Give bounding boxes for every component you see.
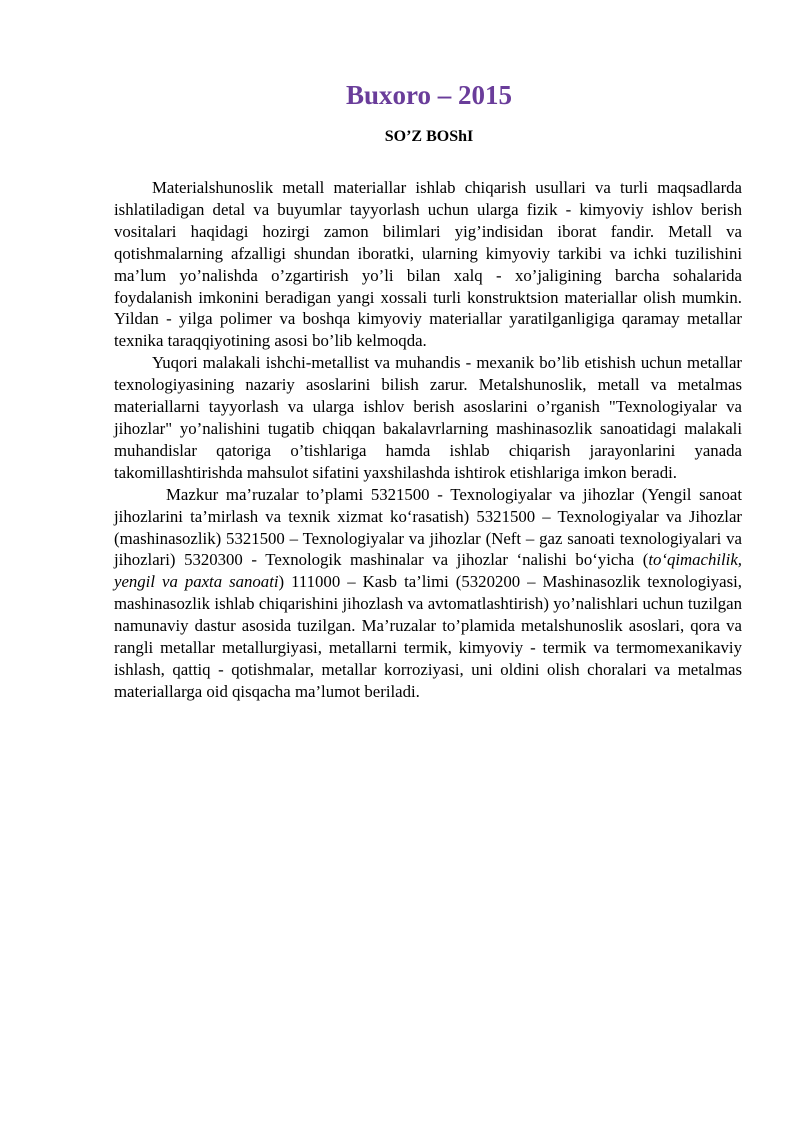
paragraph-curriculum: [114, 484, 742, 703]
paragraph-intro: Materialshunoslik metall materiallar ishlab chiqarish usullari va turli maqsadlarda ishlatiladigan detal va buyumlar tayyorlash uchun ularga fizik - kimyoviy ishlov berish vositalari haqidagi hozirgi zamon bilimlari yig’indisidan iborat fandir. Metall va qotishmalarning afzalligi shundan iboratki, ularning kimyoviy tarkibi va ichki tuzilishini ma’lum yo’nalishda o’zgartirish yo’li bilan xalq - xo’jaligining barcha sohalarida foydalanish imkonini beradigan yangi xossali turli konstruktsion materiallar olish mumkin. Yildan - yilga polimer va boshqa kimyoviy materiallar yaratilganligiga qaramay metallar texnika taraqqiyotining asosi bo’lib kelmoqda.: [114, 178, 742, 351]
curriculum-text-end: ) 111000 – Kasb ta’limi (5320200 – Mashinasozlik texnologiyasi, mashinasozlik ishlab chiqarishini jihozlash va avtomatlashtirish) yo’nalishlari uchun tuzilgan namunaviy dastur asosida tuzilgan. Ma’ruzalar to’plamida metalshunoslik asoslari, qora va rangli metallar metallurgiyasi, metallarni termik, kimyoviy - termik va termomexanikaviy ishlash, qattiq - qotishmalar, metallar korroziyasi, uni oldini olish choralari va metalmas materiallarga oid qisqacha ma’lumot beriladi.: [114, 572, 742, 701]
page-title: Buxoro – 2015: [345, 80, 513, 110]
section-heading: SO’Z BOShI: [384, 128, 474, 145]
curriculum-text-italic: to‘qimachilik, yengil va paxta sanoati: [114, 550, 742, 592]
curriculum-text-start: Mazkur ma’ruzalar to’plami 5321500 - Texnologiyalar va jihozlar (Yengil sanoat jihozlarini ta’mirlash va texnik xizmat ko‘rasatish) 5321500 – Texnologiyalar va Jihozlar (mashinasozlik) 5321500 – Texnologiyalar va jihozlar (Neft – gaz sanoati texnologiyalari va jihozlari) 5320300 - Texnologik mashinalar va jihozlar ‘nalishi bo‘yicha (: [114, 484, 742, 570]
body-text: [114, 177, 742, 703]
paragraph-education: Yuqori malakali ishchi-metallist va muhandis - mexanik bo’lib etishish uchun metallar texnologiyasining nazariy asoslarini bilish zarur. Metalshunoslik, metall va metalmas materiallarni tayyorlash va ularga ishlov berish asoslarini o’rganish "Texnologiyalar va jihozlar" yo’nalishini tugatib chiqqan bakalavrlarning mashinasozlik sanoatidagi malakali muhandislar qatoriga o’tishlariga hamda ishlab chiqarish jarayonlarini yanada takomillashtirishda mahsulot sifatini yaxshilashda ishtirok etishlariga imkon beradi.: [114, 353, 742, 482]
